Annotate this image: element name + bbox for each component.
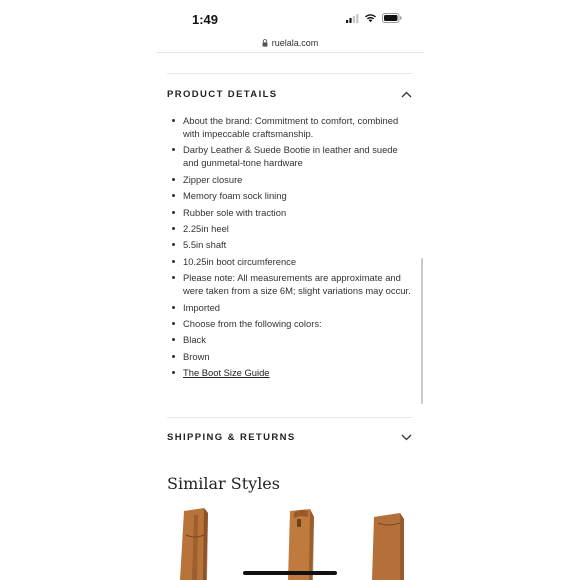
wifi-icon xyxy=(364,13,377,23)
shipping-returns-header[interactable] xyxy=(167,426,413,448)
lock-icon xyxy=(262,39,268,47)
detail-item: Zipper closure xyxy=(167,173,411,186)
battery-icon xyxy=(382,13,402,23)
url-text: ruelala.com xyxy=(271,38,319,48)
address-bar[interactable] xyxy=(156,34,424,52)
product-details-list xyxy=(167,114,411,382)
scrollbar[interactable] xyxy=(421,258,423,404)
boot-image xyxy=(370,505,424,580)
detail-item: 5.5in shaft xyxy=(167,238,411,251)
status-icons xyxy=(346,13,402,23)
detail-item: 2.25in heel xyxy=(167,222,411,235)
detail-item: Memory foam sock lining xyxy=(167,189,411,202)
detail-item: Rubber sole with traction xyxy=(167,206,411,219)
section-divider xyxy=(167,417,413,418)
similar-product-card[interactable] xyxy=(370,505,424,580)
section-divider xyxy=(167,73,413,74)
similar-styles-title: Similar Styles xyxy=(167,474,280,493)
detail-item: Black xyxy=(167,333,411,346)
status-bar xyxy=(156,0,424,32)
size-guide-link[interactable]: The Boot Size Guide xyxy=(183,367,270,379)
status-time: 1:49 xyxy=(192,12,219,27)
url-divider xyxy=(156,52,424,53)
cellular-signal-icon xyxy=(346,14,359,23)
detail-item: About the brand: Commitment to comfort, combined with impeccable craftsmanship. xyxy=(167,114,411,140)
shipping-returns-title: SHIPPING & RETURNS xyxy=(167,431,296,443)
similar-product-card[interactable] xyxy=(274,505,334,580)
detail-item: Please note: All measurements are approximate and were taken from a size 6M; slight variations may occur. xyxy=(167,271,411,297)
product-details-header[interactable] xyxy=(167,83,413,105)
similar-product-card[interactable] xyxy=(170,505,242,580)
detail-item: Imported xyxy=(167,301,411,314)
boot-image xyxy=(170,505,242,580)
phone-screen xyxy=(156,0,424,580)
chevron-up-icon[interactable] xyxy=(399,87,413,101)
product-details-title: PRODUCT DETAILS xyxy=(167,88,278,100)
detail-item: 10.25in boot circumference xyxy=(167,255,411,268)
home-indicator[interactable] xyxy=(243,571,337,575)
chevron-down-icon[interactable] xyxy=(399,430,413,444)
detail-item: Brown xyxy=(167,350,411,363)
detail-item: Choose from the following colors: xyxy=(167,317,411,330)
detail-item: Darby Leather & Suede Bootie in leather and suede and gunmetal-tone hardware xyxy=(167,143,411,169)
boot-image xyxy=(274,505,334,580)
size-guide-item xyxy=(167,366,411,379)
